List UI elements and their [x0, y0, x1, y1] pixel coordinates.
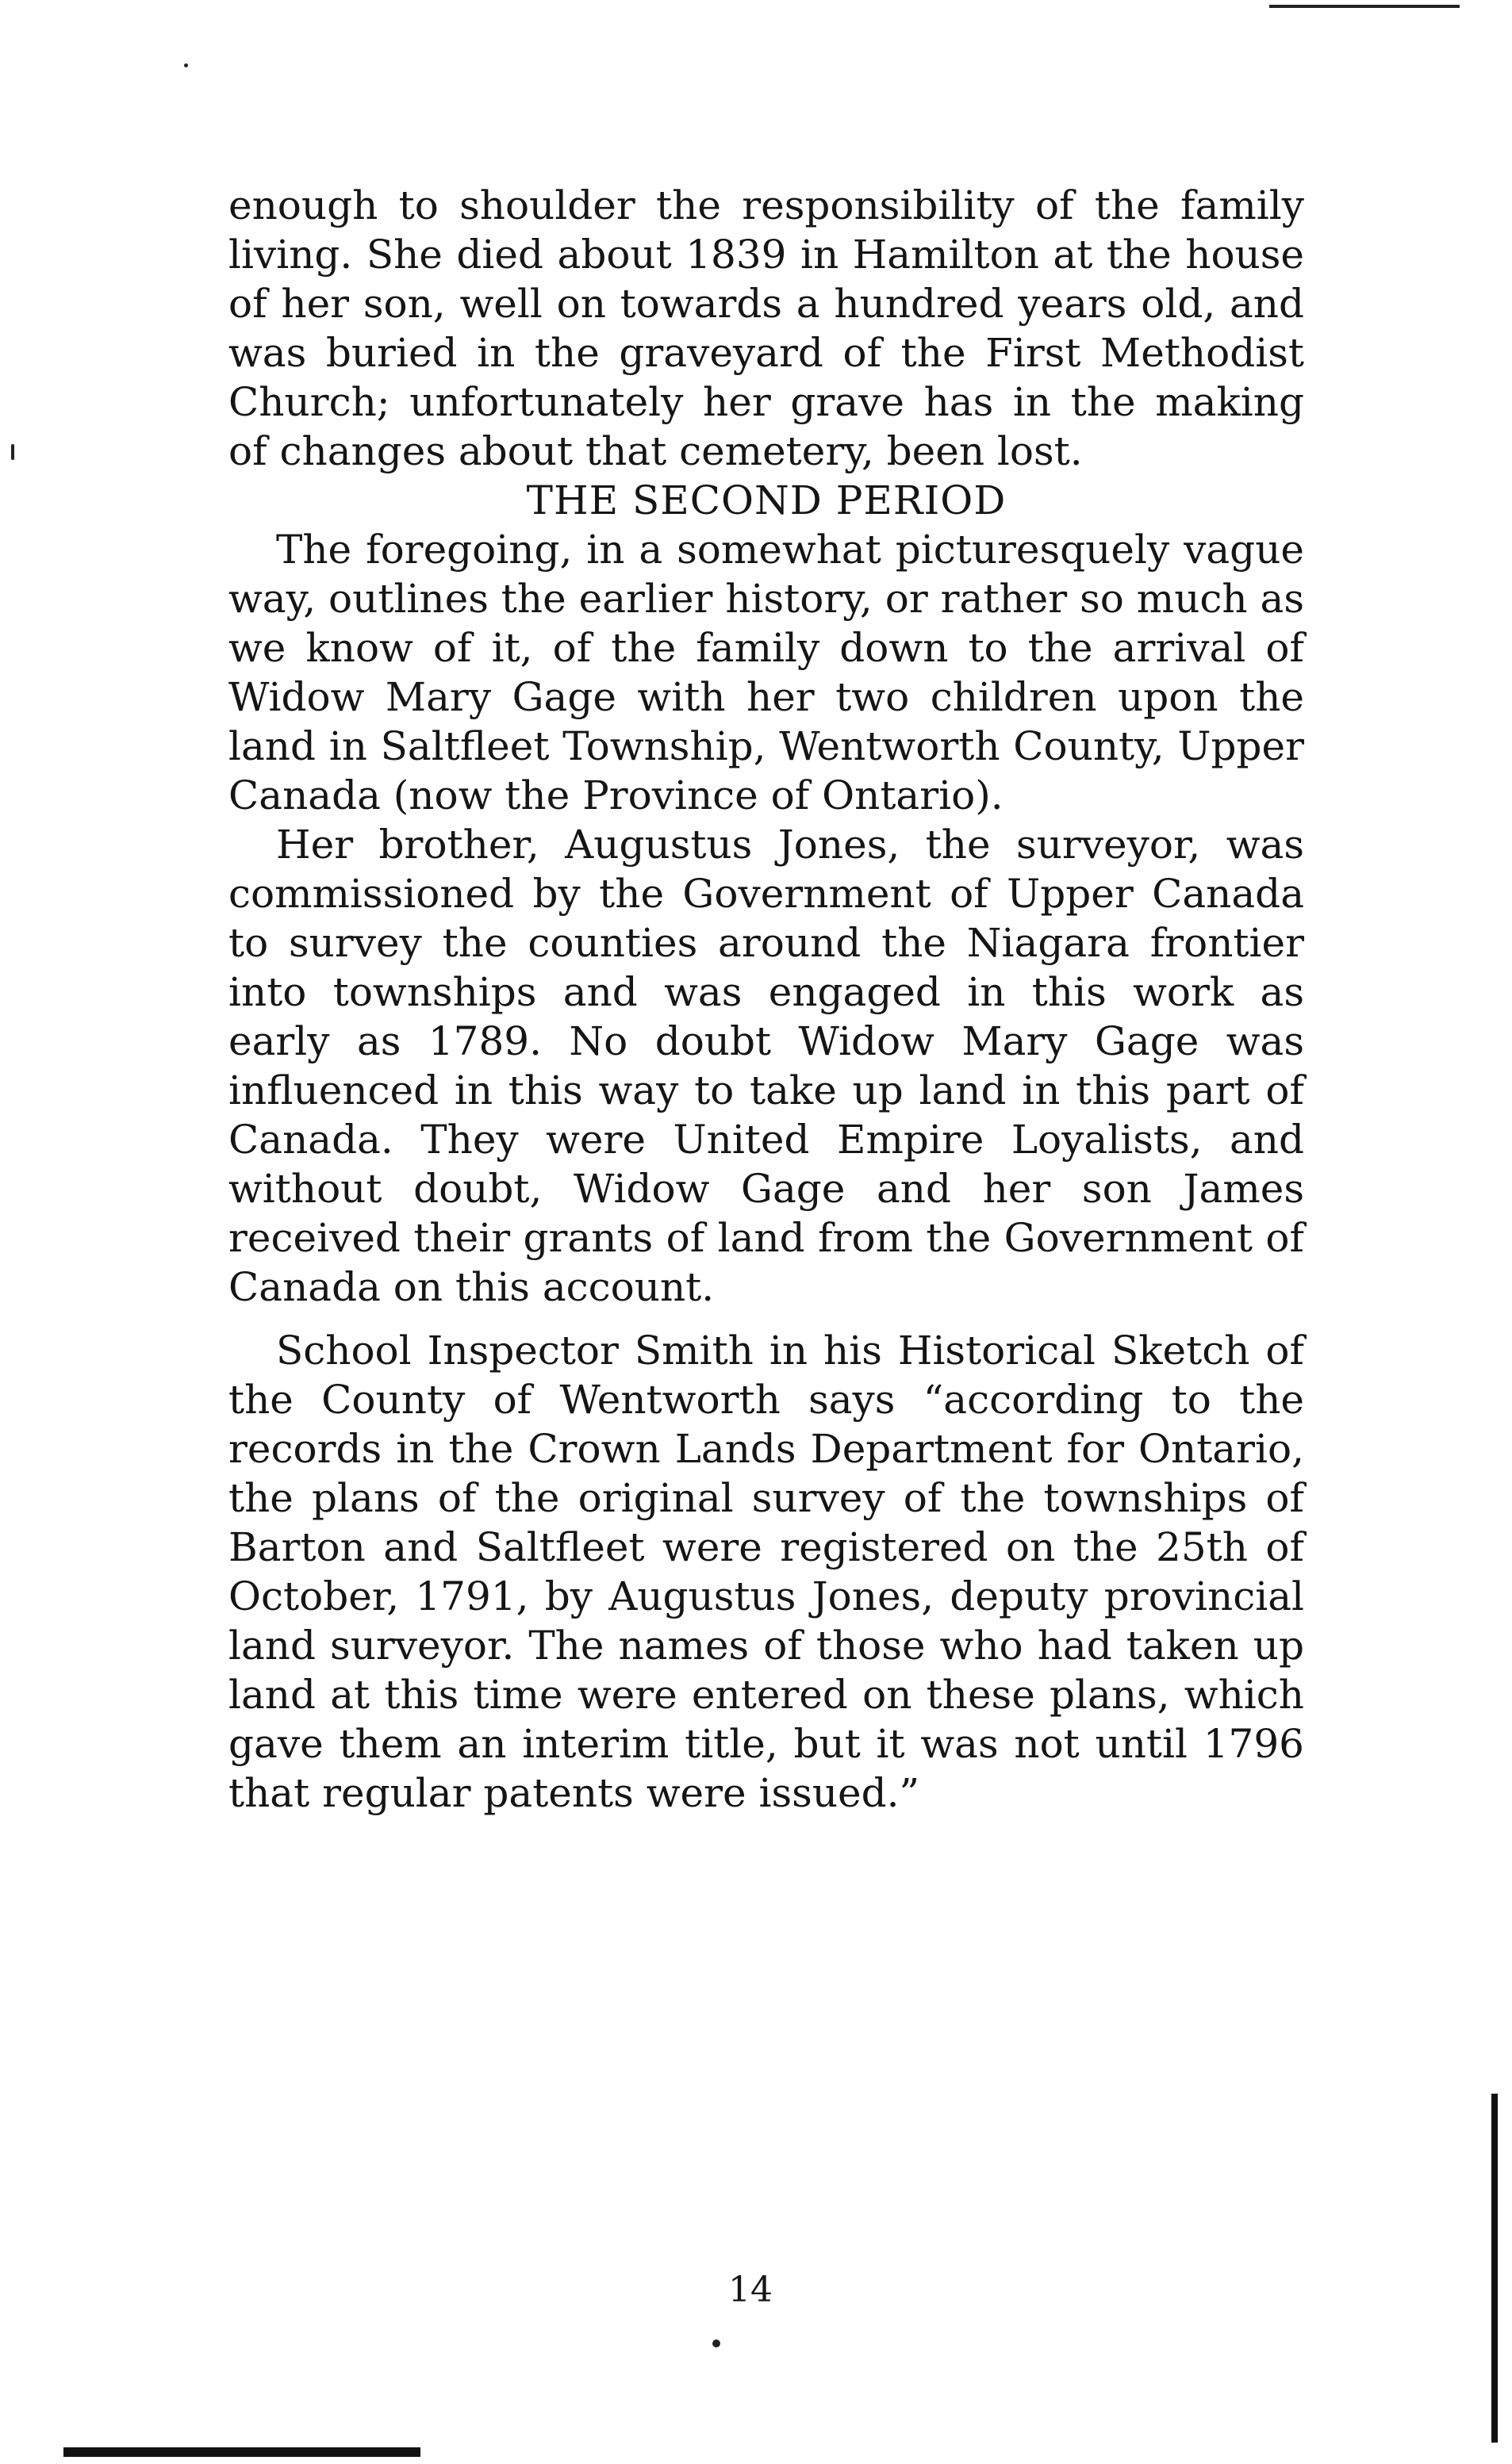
scan-speck — [184, 63, 188, 67]
section-heading: THE SECOND PERIOD — [526, 477, 1007, 523]
right-edge-rule — [1491, 2094, 1498, 2443]
page-number: 14 — [728, 2270, 773, 2310]
bottom-edge-rule — [63, 2447, 420, 2457]
top-edge-rule — [1269, 5, 1460, 8]
body-text — [228, 181, 1304, 1818]
paragraph-continuation: enough to shoulder the responsibility of the family living. She died about 1839 in Hamilton at the house of her son, well on towards a hundred years old, and was buried in the graveyard of the First Methodist Church; unfortunately her grave has in the making of changes about that cemetery, been lost. — [228, 182, 1304, 474]
scan-speck — [11, 444, 14, 460]
paragraph-foregoing: The foregoing, in a somewhat picturesquely vague way, outlines the earlier history, or rather so much as we know of it, of the family down to the arrival of Widow Mary Gage with her two children upon the land in Saltfleet Township, Wentworth County, Upper Canada (now the Province of Ontario). — [228, 527, 1304, 818]
paragraph-inspector-smith: School Inspector Smith in his Historical Sketch of the County of Wentworth says “according to the records in the Crown Lands Department for Ontario, the plans of the original survey of the townships of Barton and Saltfleet were registered on the 25th of October, 1791, by Augustus Jones, deputy provincial land surveyor. The names of those who had taken up land at this time were entered on these plans, which gave them an interim title, but it was not until 1796 that regular patents were issued.” — [228, 1328, 1304, 1816]
paragraph-augustus-jones: Her brother, Augustus Jones, the surveyor, was commissioned by the Government of Upper Canada to survey the counties around the Niagara frontier into townships and was engaged in this work as early as 1789. No doubt Widow Mary Gage was influenced in this way to take up land in this part of Canada. They were United Empire Loyalists, and without doubt, Widow Gage and her son James received their grants of land from the Government of Canada on this account. — [228, 822, 1304, 1310]
scan-speck — [712, 2339, 720, 2347]
